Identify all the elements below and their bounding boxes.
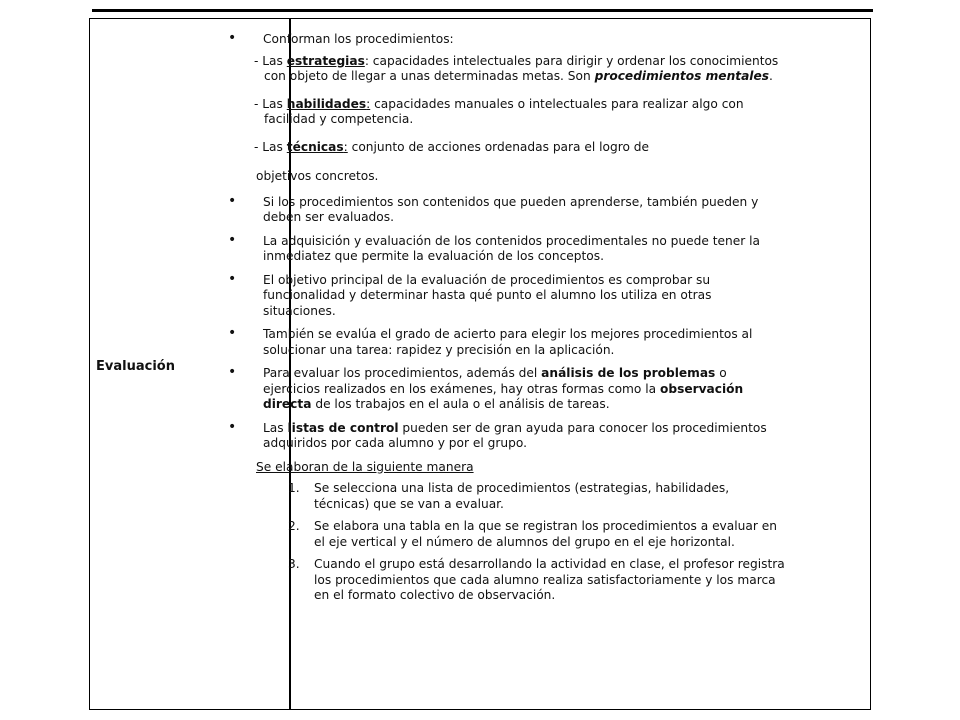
bullet-item — [226, 234, 786, 265]
bullet-text: de los trabajos en el aula o el análisis de tareas. — [311, 397, 610, 411]
continuation-text: objetivos concretos. — [256, 169, 379, 183]
dash-prefix: - Las — [254, 139, 287, 154]
bullet-item — [226, 366, 786, 413]
term-sep: : — [343, 139, 348, 154]
dash-item-tecnicas — [226, 140, 786, 156]
step-item — [226, 519, 786, 550]
step-text: Cuando el grupo está desarrollando la actividad en clase, el profesor registra los procedimientos que cada alumno realiza satisfactoriamente y los marca en el formato colectivo de observación. — [314, 557, 785, 602]
steps-intro — [226, 460, 786, 476]
dash-item-habilidades — [226, 97, 786, 128]
bullet-text: El objetivo principal de la evaluación de procedimientos es comprobar su funcionalidad y determinar hasta qué punto el alumno los utiliza en otras situaciones. — [263, 272, 712, 318]
step-item — [226, 557, 786, 604]
bullet-item — [226, 273, 786, 320]
term-sep: : — [366, 96, 371, 111]
bullet-item — [226, 32, 786, 48]
step-number: 3. — [288, 557, 300, 571]
bullet-text: Si los procedimientos son contenidos que pueden aprenderse, también pueden y deben ser evaluados. — [263, 194, 759, 224]
step-text: Se elabora una tabla en la que se registran los procedimientos a evaluar en el eje vertical y el número de alumnos del grupo en el eje horizontal. — [314, 519, 777, 549]
term-sep: : — [364, 53, 369, 68]
emph-observacion: observación directa — [263, 381, 744, 411]
dash-text: capacidades intelectuales para dirigir y ordenar los conocimientos con objeto de llegar a unas determinadas metas. Son — [264, 53, 779, 83]
dash-end: . — [769, 69, 773, 83]
term-tecnicas: técnicas — [286, 139, 344, 154]
dash-prefix: - Las — [254, 53, 287, 68]
step-number: 2. — [288, 519, 300, 533]
emph-procedimientos-mentales: procedimientos mentales — [594, 69, 769, 83]
bullet-item — [226, 421, 786, 452]
emph-listas: listas de control — [287, 420, 399, 435]
bullet-item — [226, 195, 786, 226]
term-habilidades: habilidades — [286, 96, 367, 111]
dash-item-estrategias — [226, 54, 786, 85]
bullet-item — [226, 327, 786, 358]
bullet-text: Las — [263, 420, 288, 435]
steps-intro-text: Se elaboran de la siguiente manera — [256, 459, 474, 474]
bullet-text: Conforman los procedimientos: — [263, 32, 454, 46]
emph-analisis: análisis de los problemas — [541, 366, 716, 380]
bullet-text: o ejercicios realizados en los exámenes, hay otras formas como la — [263, 366, 727, 396]
term-estrategias: estrategias — [286, 53, 365, 68]
row-label: Evaluación — [96, 359, 175, 374]
bullet-text: pueden ser de gran ayuda para conocer los procedimientos adquiridos por cada alumno y por el grupo. — [263, 420, 767, 450]
dash-text: capacidades manuales o intelectuales para realizar algo con facilidad y competencia. — [264, 96, 744, 126]
step-number: 1. — [288, 481, 300, 495]
content-cell — [226, 32, 786, 611]
bullet-text: También se evalúa el grado de acierto para elegir los mejores procedimientos al solucionar una tarea: rapidez y precisión en la aplicación. — [263, 327, 753, 357]
step-item — [226, 481, 786, 512]
top-rule — [92, 9, 873, 12]
dash-text: conjunto de acciones ordenadas para el logro de — [347, 139, 650, 154]
bullet-text: La adquisición y evaluación de los contenidos procedimentales no puede tener la inmediatez que permite la evaluación de los conceptos. — [263, 233, 760, 263]
dash-prefix: - Las — [254, 96, 287, 111]
bullet-text: Para evaluar los procedimientos, además del — [263, 366, 542, 380]
step-text: Se selecciona una lista de procedimientos (estrategias, habilidades, técnicas) que se van a evaluar. — [314, 481, 730, 511]
